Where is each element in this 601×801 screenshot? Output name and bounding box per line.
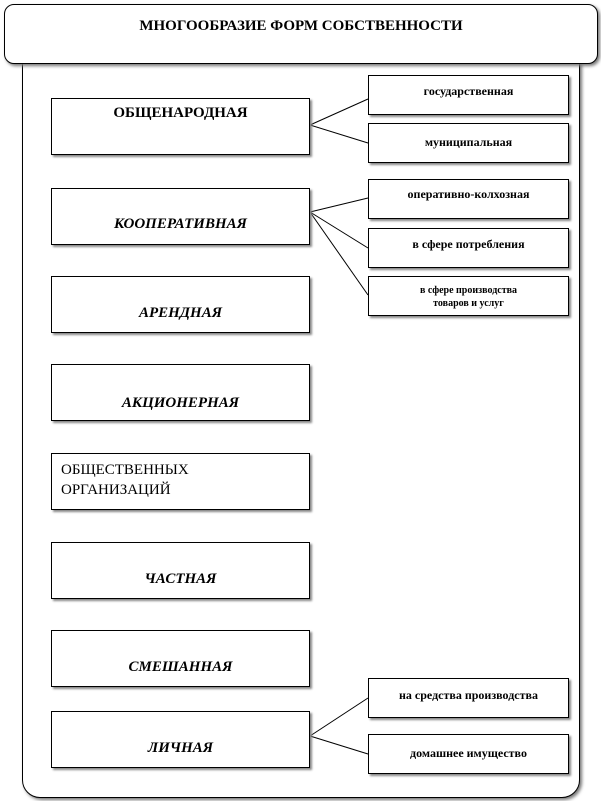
sub-box-na-sredstva-proizvodstva [368, 678, 569, 718]
form-label: ЧАСТНАЯ [144, 571, 217, 587]
sub-box-v-sfere-proizvodstva [368, 276, 569, 316]
form-label: ОБЩЕНАРОДНАЯ [113, 105, 248, 121]
sub-label: оперативно-колхозная [407, 187, 530, 201]
connector-line [310, 198, 368, 212]
connector-line [310, 212, 368, 295]
form-label: ОБЩЕСТВЕННЫХ ОРГАНИЗАЦИЙ [61, 462, 189, 498]
form-box-aktsionernaya [51, 364, 310, 421]
connector-line [310, 698, 368, 736]
sub-label: муниципальная [424, 135, 513, 149]
connector-line [310, 99, 368, 125]
diagram-title: МНОГООБРАЗИЕ ФОРМ СОБСТВЕННОСТИ [139, 18, 463, 34]
connector-line [310, 125, 368, 143]
form-label: АРЕНДНАЯ [138, 305, 223, 321]
form-box-kooperativnaya [51, 188, 310, 245]
sub-box-domashnee-imushchestvo [368, 734, 569, 774]
sub-label: в сфере производства товаров и услуг [419, 285, 518, 309]
sub-box-gosudarstvennaya [368, 75, 569, 115]
sub-box-v-sfere-potrebleniya [368, 228, 569, 268]
sub-label: на средства производства [398, 688, 538, 702]
form-label: СМЕШАННАЯ [128, 659, 233, 675]
form-box-lichnaya [51, 711, 310, 768]
sub-label: домашнее имущество [410, 746, 527, 760]
form-label: АКЦИОНЕРНАЯ [121, 395, 240, 411]
sub-box-munitsipalnaya [368, 123, 569, 163]
connector-line [310, 212, 368, 248]
sub-label: в сфере потребления [412, 237, 525, 251]
sub-box-operativno-kolkhoznaya [368, 179, 569, 219]
form-box-smeshannaya [51, 630, 310, 687]
sub-label: государственная [423, 84, 514, 98]
form-box-arendnaya [51, 276, 310, 333]
form-label: ЛИЧНАЯ [147, 740, 214, 756]
connector-line [310, 736, 368, 754]
form-box-chastnaya [51, 542, 310, 599]
form-box-obshchestvennykh-organizatsiy [51, 453, 310, 510]
form-box-obshchenarodnaya [51, 98, 310, 155]
form-label: КООПЕРАТИВНАЯ [114, 216, 247, 232]
